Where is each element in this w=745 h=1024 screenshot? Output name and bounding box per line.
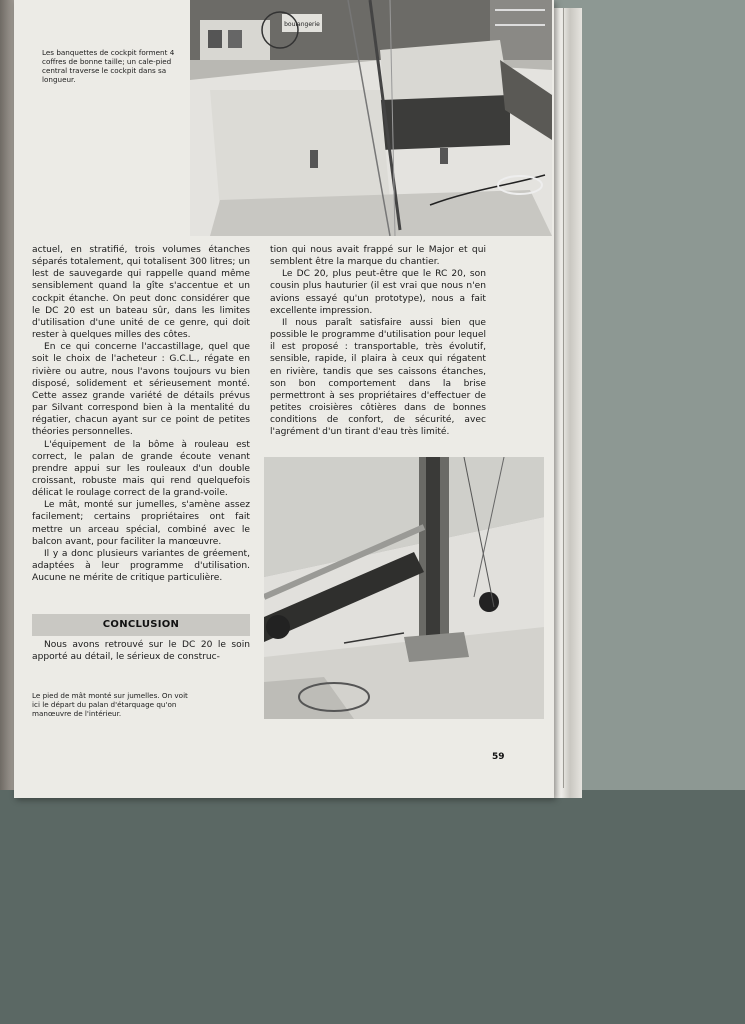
right-column — [270, 244, 486, 439]
cockpit-caption: Les banquettes de cockpit forment 4 coffres de bonne taille; un cale-pied central traverse le cockpit dans sa longueur. — [42, 48, 175, 84]
shop-sign-text: boulangerie — [284, 21, 320, 28]
paragraph: actuel, en stratifié, trois volumes étanches séparés totalement, qui totalisent 300 litres; un lest de sauvegarde qui rappelle quand même sensiblement quand la gîte s'accentue et un cockpit étanche. On peut donc considérer que le DC 20 est un bateau sûr, dans les limites d'utilisation d'une unité de ce genre, qui doit rester à quelques milles des côtes. — [32, 245, 250, 341]
page-stack-edge — [552, 8, 582, 798]
left-column — [32, 244, 250, 584]
paragraph: Le mât, monté sur jumelles, s'amène assez facilement; certains propriétaires ont fait mettre un arceau spécial, combiné avec le balcon avant, pour faciliter la manœuvre. — [32, 500, 250, 547]
table-surface — [0, 790, 745, 1024]
conclusion-text — [32, 639, 250, 663]
paragraph: L'équipement de la bôme à rouleau est correct, le palan de grande écoute venant prendre appui sur les rouleaux d'un double croissant, robuste mais qui rend quelquefois délicat le roulage correct de la grand-voile. — [32, 439, 250, 499]
paragraph: Il y a donc plusieurs variantes de gréement, adaptées à leur programme d'utilisation. Aucune ne mérite de critique particulière. — [32, 548, 250, 584]
cockpit-photo — [190, 0, 552, 236]
paragraph: Il nous paraît satisfaire aussi bien que possible le programme d'utilisation pour lequel il est proposé : transportable, très évolutif, sensible, rapide, il plaira à ceux qui régatent en rivière, tandis que ses caissons étanches, son bon comportement dans la brise permettront à ses propriétaires d'effectuer de petites croisières côtières dans de bonnes conditions de confort, de sécurité, avec l'agrément d'un tirant d'eau très limité. — [270, 317, 486, 438]
paragraph: Nous avons retrouvé sur le DC 20 le soin apporté au détail, le sérieux de construc- — [32, 640, 250, 663]
paragraph: En ce qui concerne l'accastillage, quel que soit le choix de l'acheteur : G.C.L., régate en rivière ou autre, nous l'avons toujours vu bien disposé, solidement et sérieusement monté. Cette assez grande variété de détails prévus par Silvant correspond bien à la mentalité du régatier, chacun ayant sur ce point de petites théories personnelles. — [32, 342, 250, 438]
paragraph: Le DC 20, plus peut-être que le RC 20, son cousin plus hauturier (il est vrai que nous n'en avions essayé qu'un prototype), nous a fait excellente impression. — [270, 269, 486, 316]
mast-caption: Le pied de mât monté sur jumelles. On voit ici le départ du palan d'étarquage qu'on manœuvre de l'intérieur. — [32, 691, 188, 718]
conclusion-heading: CONCLUSION — [32, 614, 250, 636]
page-number: 59 — [492, 752, 505, 762]
paragraph: tion qui nous avait frappé sur le Major et qui semblent être la marque du chantier. — [270, 245, 486, 268]
mast-foot-photo — [264, 457, 544, 719]
page-edge-line — [563, 8, 564, 788]
